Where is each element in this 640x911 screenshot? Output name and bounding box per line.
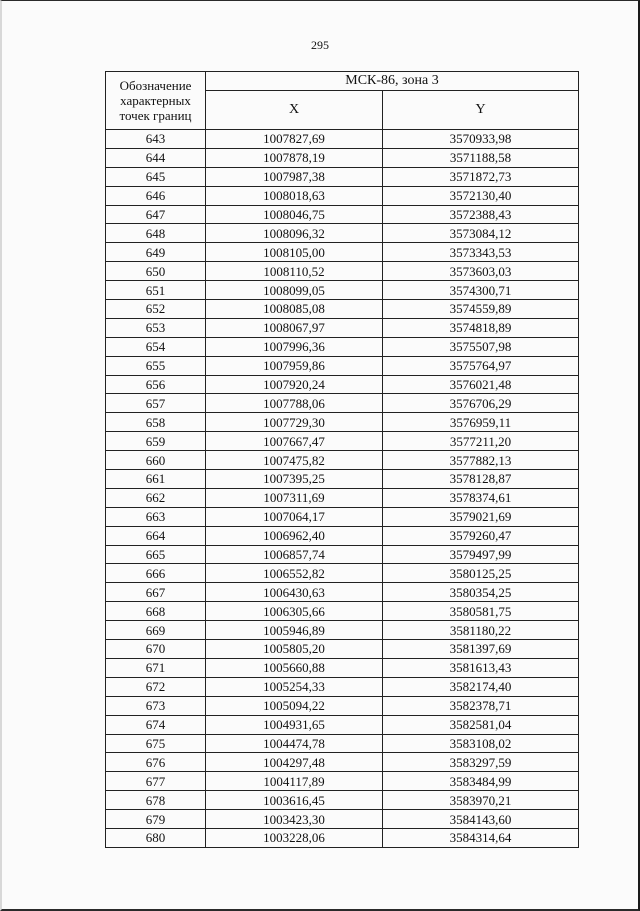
y-coordinate-cell: 3570933,98 (383, 130, 579, 149)
point-cell: 651 (106, 281, 206, 300)
y-coordinate-cell: 3581613,43 (383, 658, 579, 677)
table-row (106, 205, 579, 224)
table-row (106, 356, 579, 375)
point-cell: 648 (106, 224, 206, 243)
point-cell: 673 (106, 696, 206, 715)
y-coordinate-cell: 3583297,59 (383, 753, 579, 772)
x-coordinate-cell: 1007667,47 (206, 432, 383, 451)
table-row (106, 810, 579, 829)
point-cell: 674 (106, 715, 206, 734)
table-row (106, 470, 579, 489)
point-cell: 656 (106, 375, 206, 394)
y-coordinate-cell: 3583970,21 (383, 791, 579, 810)
coordinate-system-header: МСК-86, зона 3 (206, 72, 579, 91)
x-coordinate-cell: 1008096,32 (206, 224, 383, 243)
table-row (106, 488, 579, 507)
x-coordinate-cell: 1007996,36 (206, 337, 383, 356)
point-cell: 645 (106, 167, 206, 186)
x-coordinate-cell: 1008105,00 (206, 243, 383, 262)
point-cell: 676 (106, 753, 206, 772)
y-coordinate-cell: 3584143,60 (383, 810, 579, 829)
x-coordinate-cell: 1008018,63 (206, 186, 383, 205)
point-cell: 670 (106, 640, 206, 659)
x-axis-header: X (206, 91, 383, 130)
table-row (106, 375, 579, 394)
x-coordinate-cell: 1005805,20 (206, 640, 383, 659)
table-row (106, 658, 579, 677)
y-coordinate-cell: 3578128,87 (383, 470, 579, 489)
x-coordinate-cell: 1008099,05 (206, 281, 383, 300)
y-coordinate-cell: 3575764,97 (383, 356, 579, 375)
point-cell: 658 (106, 413, 206, 432)
table-row (106, 564, 579, 583)
table-row (106, 734, 579, 753)
point-cell: 657 (106, 394, 206, 413)
page-number: 295 (311, 38, 329, 52)
point-cell: 664 (106, 526, 206, 545)
y-coordinate-cell: 3575507,98 (383, 337, 579, 356)
point-cell: 668 (106, 602, 206, 621)
x-coordinate-cell: 1004117,89 (206, 772, 383, 791)
table-row (106, 167, 579, 186)
table-row (106, 262, 579, 281)
header-row-1 (106, 72, 579, 91)
point-cell: 662 (106, 488, 206, 507)
y-coordinate-cell: 3579497,99 (383, 545, 579, 564)
x-coordinate-cell: 1007395,25 (206, 470, 383, 489)
table-row (106, 413, 579, 432)
x-coordinate-cell: 1007987,38 (206, 167, 383, 186)
x-coordinate-cell: 1004297,48 (206, 753, 383, 772)
y-coordinate-cell: 3582581,04 (383, 715, 579, 734)
x-coordinate-cell: 1007788,06 (206, 394, 383, 413)
y-coordinate-cell: 3576959,11 (383, 413, 579, 432)
y-coordinate-cell: 3573603,03 (383, 262, 579, 281)
point-cell: 679 (106, 810, 206, 829)
point-cell: 671 (106, 658, 206, 677)
y-coordinate-cell: 3582378,71 (383, 696, 579, 715)
y-coordinate-cell: 3579021,69 (383, 507, 579, 526)
table-row (106, 394, 579, 413)
point-cell: 665 (106, 545, 206, 564)
y-coordinate-cell: 3571188,58 (383, 148, 579, 167)
x-coordinate-cell: 1008085,08 (206, 300, 383, 319)
designation-header: Обозначение характерных точек границ (106, 72, 206, 130)
point-cell: 661 (106, 470, 206, 489)
table-row (106, 621, 579, 640)
y-axis-header: Y (383, 91, 579, 130)
x-coordinate-cell: 1004931,65 (206, 715, 383, 734)
y-coordinate-cell: 3581397,69 (383, 640, 579, 659)
table-row (106, 243, 579, 262)
table-row (106, 130, 579, 149)
table-row (106, 281, 579, 300)
table-header (106, 72, 579, 130)
point-cell: 677 (106, 772, 206, 791)
table-row (106, 772, 579, 791)
y-coordinate-cell: 3576021,48 (383, 375, 579, 394)
y-coordinate-cell: 3582174,40 (383, 677, 579, 696)
point-cell: 644 (106, 148, 206, 167)
y-coordinate-cell: 3577211,20 (383, 432, 579, 451)
x-coordinate-cell: 1007311,69 (206, 488, 383, 507)
point-cell: 655 (106, 356, 206, 375)
y-coordinate-cell: 3573084,12 (383, 224, 579, 243)
table-row (106, 602, 579, 621)
table-row (106, 753, 579, 772)
table-row (106, 148, 579, 167)
point-cell: 652 (106, 300, 206, 319)
point-cell: 654 (106, 337, 206, 356)
y-coordinate-cell: 3579260,47 (383, 526, 579, 545)
point-cell: 649 (106, 243, 206, 262)
x-coordinate-cell: 1005254,33 (206, 677, 383, 696)
y-coordinate-cell: 3574300,71 (383, 281, 579, 300)
point-cell: 650 (106, 262, 206, 281)
point-cell: 660 (106, 451, 206, 470)
x-coordinate-cell: 1003423,30 (206, 810, 383, 829)
table-body (106, 130, 579, 848)
y-coordinate-cell: 3572388,43 (383, 205, 579, 224)
table-row (106, 677, 579, 696)
point-cell: 659 (106, 432, 206, 451)
point-cell: 666 (106, 564, 206, 583)
y-coordinate-cell: 3584314,64 (383, 828, 579, 847)
y-coordinate-cell: 3576706,29 (383, 394, 579, 413)
y-coordinate-cell: 3578374,61 (383, 488, 579, 507)
y-coordinate-cell: 3573343,53 (383, 243, 579, 262)
table-row (106, 451, 579, 470)
y-coordinate-cell: 3583484,99 (383, 772, 579, 791)
x-coordinate-cell: 1007064,17 (206, 507, 383, 526)
table-row (106, 791, 579, 810)
y-coordinate-cell: 3580125,25 (383, 564, 579, 583)
table-row (106, 186, 579, 205)
x-coordinate-cell: 1005660,88 (206, 658, 383, 677)
point-cell: 678 (106, 791, 206, 810)
table-row (106, 337, 579, 356)
x-coordinate-cell: 1006552,82 (206, 564, 383, 583)
point-cell: 667 (106, 583, 206, 602)
x-coordinate-cell: 1006305,66 (206, 602, 383, 621)
y-coordinate-cell: 3574559,89 (383, 300, 579, 319)
coordinates-table (105, 71, 579, 848)
x-coordinate-cell: 1008046,75 (206, 205, 383, 224)
x-coordinate-cell: 1008110,52 (206, 262, 383, 281)
point-cell: 647 (106, 205, 206, 224)
y-coordinate-cell: 3583108,02 (383, 734, 579, 753)
table-row (106, 507, 579, 526)
y-coordinate-cell: 3580581,75 (383, 602, 579, 621)
point-cell: 680 (106, 828, 206, 847)
point-cell: 675 (106, 734, 206, 753)
x-coordinate-cell: 1005094,22 (206, 696, 383, 715)
table-row (106, 828, 579, 847)
point-cell: 653 (106, 318, 206, 337)
table-row (106, 696, 579, 715)
x-coordinate-cell: 1003616,45 (206, 791, 383, 810)
x-coordinate-cell: 1004474,78 (206, 734, 383, 753)
table-row (106, 318, 579, 337)
y-coordinate-cell: 3571872,73 (383, 167, 579, 186)
point-cell: 669 (106, 621, 206, 640)
y-coordinate-cell: 3577882,13 (383, 451, 579, 470)
y-coordinate-cell: 3580354,25 (383, 583, 579, 602)
x-coordinate-cell: 1007827,69 (206, 130, 383, 149)
x-coordinate-cell: 1006430,63 (206, 583, 383, 602)
point-cell: 643 (106, 130, 206, 149)
point-cell: 663 (106, 507, 206, 526)
point-cell: 646 (106, 186, 206, 205)
x-coordinate-cell: 1005946,89 (206, 621, 383, 640)
x-coordinate-cell: 1006962,40 (206, 526, 383, 545)
table-row (106, 300, 579, 319)
x-coordinate-cell: 1007475,82 (206, 451, 383, 470)
table-row (106, 526, 579, 545)
x-coordinate-cell: 1007920,24 (206, 375, 383, 394)
x-coordinate-cell: 1003228,06 (206, 828, 383, 847)
table-row (106, 224, 579, 243)
x-coordinate-cell: 1006857,74 (206, 545, 383, 564)
table-row (106, 545, 579, 564)
table-row (106, 640, 579, 659)
table-row (106, 715, 579, 734)
table-row (106, 432, 579, 451)
x-coordinate-cell: 1007878,19 (206, 148, 383, 167)
x-coordinate-cell: 1007729,30 (206, 413, 383, 432)
y-coordinate-cell: 3581180,22 (383, 621, 579, 640)
x-coordinate-cell: 1008067,97 (206, 318, 383, 337)
table-row (106, 583, 579, 602)
y-coordinate-cell: 3572130,40 (383, 186, 579, 205)
y-coordinate-cell: 3574818,89 (383, 318, 579, 337)
x-coordinate-cell: 1007959,86 (206, 356, 383, 375)
point-cell: 672 (106, 677, 206, 696)
